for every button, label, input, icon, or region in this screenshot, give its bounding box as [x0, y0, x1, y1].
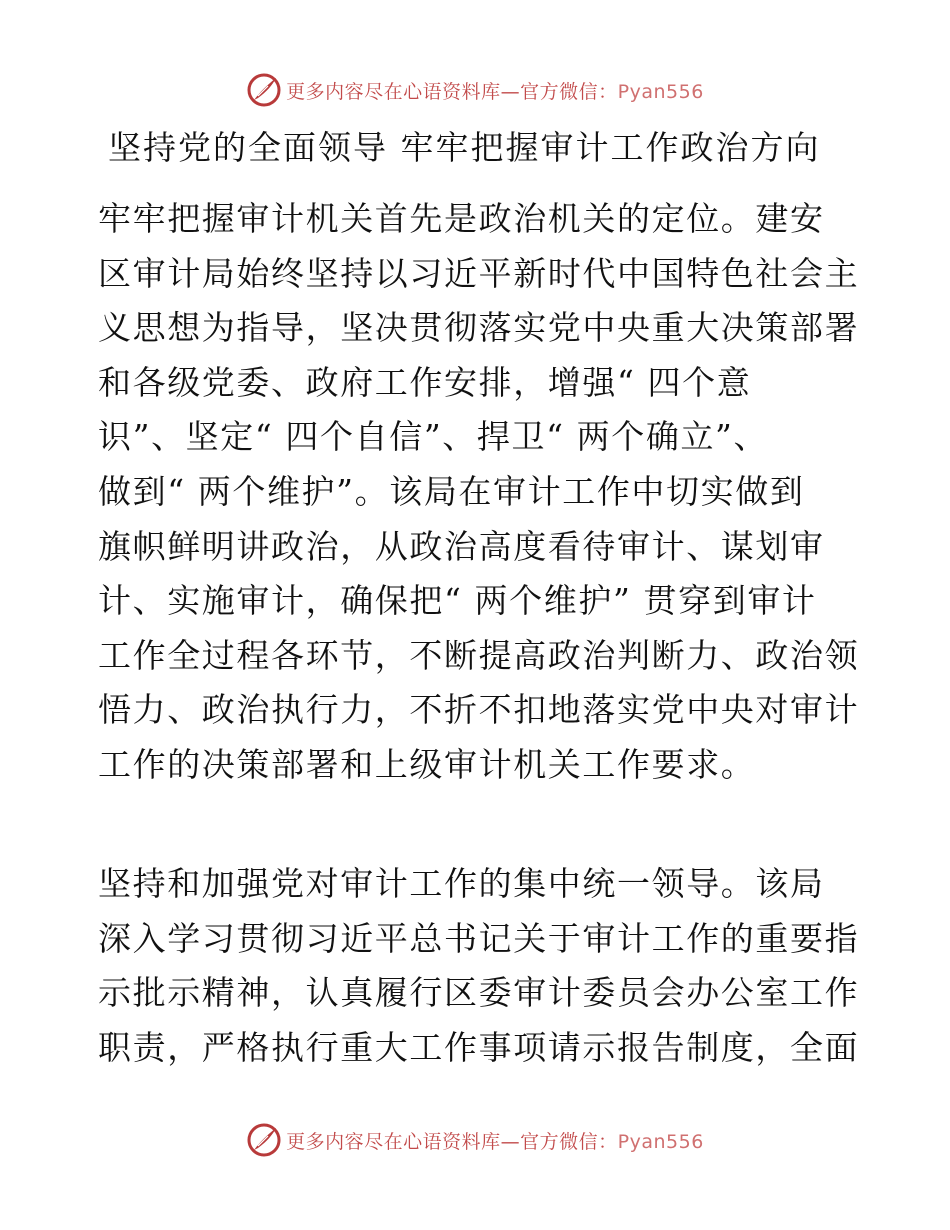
text-line: 计、实施审计，确保把“ 两个维护” 贯穿到审计 [98, 581, 817, 621]
text-line: 旗帜鲜明讲政治，从政治高度看待审计、谋划审 [98, 526, 825, 566]
text-line: 识”、坚定“ 四个自信”、捍卫“ 两个确立”、 [98, 417, 769, 457]
text-line: 示批示精神，认真履行区委审计委员会办公室工作 [98, 973, 860, 1013]
document-title: 坚持党的全面领导 牢牢把握审计工作政治方向 [108, 128, 821, 167]
text-line: 区审计局始终坚持以习近平新时代中国特色社会主 [98, 253, 860, 293]
text-line: 工作全过程各环节，不断提高政治判断力、政治领 [98, 635, 860, 675]
text-line: 和各级党委、政府工作安排，增强“ 四个意 [98, 362, 752, 402]
text-line: 工作的决策部署和上级审计机关工作要求。 [98, 744, 756, 784]
banner-text: 更多内容尽在心语资料库—官方微信：Pyan556 [286, 80, 704, 103]
wechat-id: Pyan556 [617, 1130, 704, 1153]
text-line: 做到“ 两个维护”。该局在审计工作中切实做到 [98, 471, 805, 511]
feather-seal-icon [246, 72, 282, 108]
feather-seal-icon [246, 1122, 282, 1158]
footer-banner [0, 1120, 950, 1160]
header-banner [0, 70, 950, 110]
banner-text: 更多内容尽在心语资料库—官方微信：Pyan556 [286, 1130, 704, 1153]
text-line: 义思想为指导，坚决贯彻落实党中央重大决策部署 [98, 308, 860, 348]
wechat-id: Pyan556 [617, 80, 704, 103]
text-line: 职责，严格执行重大工作事项请示报告制度，全面 [98, 1027, 860, 1067]
text-line: 深入学习贯彻习近平总书记关于审计工作的重要指 [98, 918, 860, 958]
paragraph-1 [98, 192, 858, 793]
text-line: 牢牢把握审计机关首先是政治机关的定位。建安 [98, 199, 825, 238]
text-line: 坚持和加强党对审计工作的集中统一领导。该局 [98, 864, 825, 903]
paragraph-2 [98, 857, 858, 1075]
text-line: 悟力、政治执行力，不折不扣地落实党中央对审计 [98, 690, 860, 730]
